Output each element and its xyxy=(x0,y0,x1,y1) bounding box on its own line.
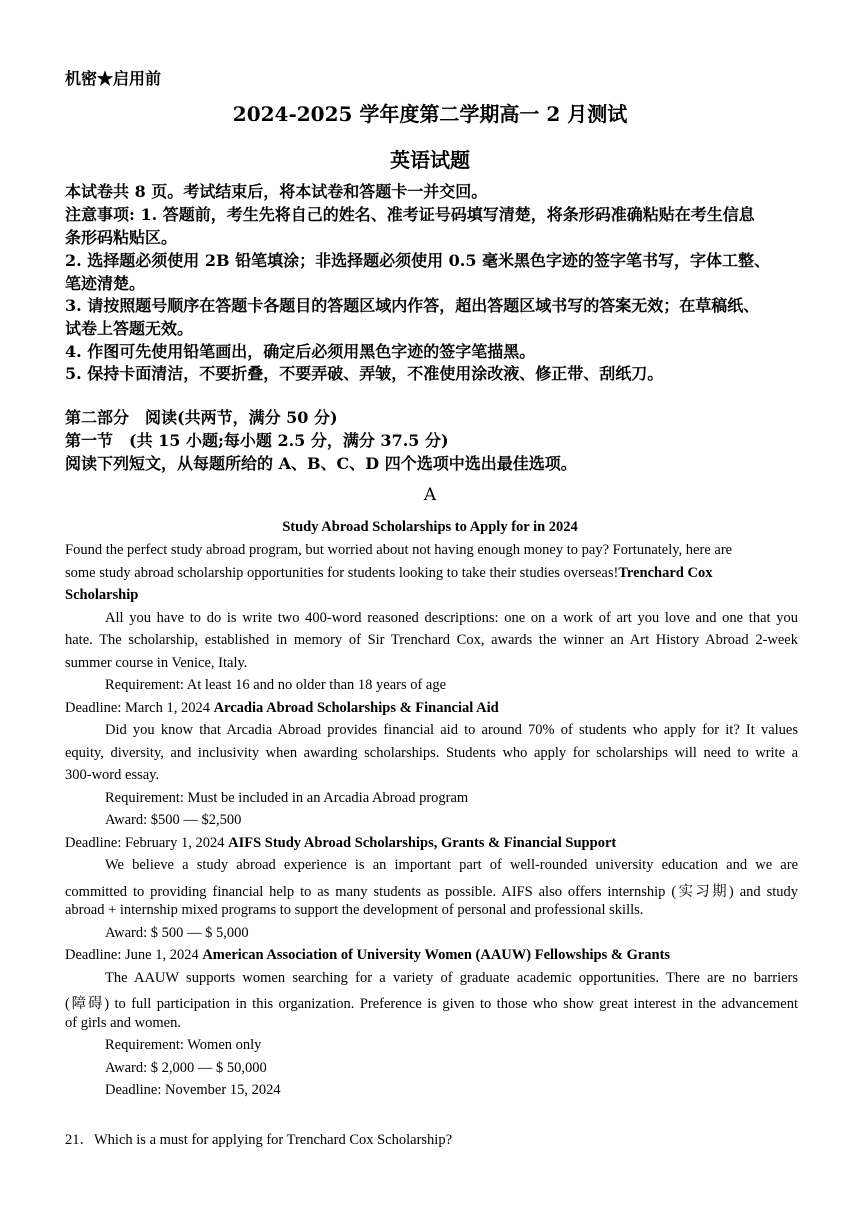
requirement-line: Requirement: Must be included in an Arcadia Abroad program xyxy=(105,790,469,806)
notice-intro: 本试卷共 8 页。考试结束后，将本试卷和答题卡一并交回。 xyxy=(65,182,488,201)
scholarship-title-cont: Scholarship xyxy=(65,587,139,603)
scholarship-title: Arcadia Abroad Scholarships & Financial Aid xyxy=(213,700,499,716)
passage-title: Study Abroad Scholarships to Apply for in 2024 xyxy=(282,519,578,535)
paragraph-line: Did you know that Arcadia Abroad provides financial aid to around 70% of students who apply for it? It values xyxy=(105,722,798,738)
deadline-line: Deadline: June 1, 2024 American Association of University Women (AAUW) Fellowships & Grants xyxy=(65,947,671,963)
award-line: Award: $500 — $2,500 xyxy=(105,812,242,828)
reading-instruction: 阅读下列短文，从每题所给的 A、B、C、D 四个选项中选出最佳选项。 xyxy=(65,454,577,473)
deadline-line: Deadline: November 15, 2024 xyxy=(105,1082,281,1098)
notice-item-5: 5. 保持卡面清洁，不要折叠，不要弄破、弄皱，不准使用涂改液、修正带、刮纸刀。 xyxy=(65,364,664,383)
paragraph-line: We believe a study abroad experience is an important part of well-rounded university education and we are xyxy=(105,857,798,873)
paragraph-line: The AAUW supports women searching for a variety of graduate academic opportunities. There are no barriers xyxy=(105,970,798,986)
notice-item-1-cont: 条形码粘贴区。 xyxy=(65,228,178,247)
paragraph-line: committed to providing financial help to as many students as possible. AIFS also offers internship (实习期) and study xyxy=(65,884,798,900)
scholarship-title: AIFS Study Abroad Scholarships, Grants & Financial Support xyxy=(228,835,617,851)
section-heading: 第二部分 阅读(共两节，满分 50 分) xyxy=(65,408,338,427)
paragraph-line: (障碍) to full participation in this organization. Preference is given to those who show great interest in the advancement xyxy=(65,996,798,1012)
scholarship-title: American Association of University Women (AAUW) Fellowships & Grants xyxy=(202,947,671,963)
exam-title: 2024-2025 学年度第二学期高一 2 月测试 xyxy=(232,102,628,126)
notice-item-2: 2. 选择题必须使用 2B 铅笔填涂；非选择题必须使用 0.5 毫米黑色字迹的签字笔书写，字体工整、 xyxy=(65,251,771,270)
award-line: Award: $ 500 — $ 5,000 xyxy=(105,925,249,941)
paragraph-line: 300-word essay. xyxy=(65,767,160,783)
passage-intro-line: Found the perfect study abroad program, but worried about not having enough money to pay? Fortunately, here are xyxy=(65,542,733,558)
award-line: Award: $ 2,000 — $ 50,000 xyxy=(105,1060,267,1076)
paragraph-line: hate. The scholarship, established in memory of Sir Trenchard Cox, awards the winner an Art History Abroad 2-week xyxy=(65,632,798,648)
notice-item-1: 注意事项: 1. 答题前，考生先将自己的姓名、准考证号码填写清楚，将条形码准确粘贴在考生信息 xyxy=(65,205,755,224)
subject-title: 英语试题 xyxy=(390,148,470,172)
paragraph-line: summer course in Venice, Italy. xyxy=(65,655,248,671)
deadline-line: Deadline: February 1, 2024 AIFS Study Abroad Scholarships, Grants & Financial Support xyxy=(65,835,617,851)
paragraph-line: equity, diversity, and inclusivity when awarding scholarships. Students who apply for scholarships will need to write a xyxy=(65,745,798,761)
notice-item-3-cont: 试卷上答题无效。 xyxy=(65,319,194,338)
scholarship-title: Trenchard Cox xyxy=(618,565,713,581)
passage-intro-line: some study abroad scholarship opportunities for students looking to take their studies overseas!Trenchard Cox xyxy=(65,565,713,581)
notice-item-4: 4. 作图可先使用铅笔画出，确定后必须用黑色字迹的签字笔描黑。 xyxy=(65,342,536,361)
question-21: 21．Which is a must for applying for Trenchard Cox Scholarship? xyxy=(65,1132,453,1148)
confidential-label: 机密★启用前 xyxy=(65,69,162,88)
paragraph-line: All you have to do is write two 400-word reasoned descriptions: one on a work of art you love and one that you xyxy=(105,610,798,626)
notice-item-2-cont: 笔迹清楚。 xyxy=(65,274,146,293)
paragraph-line: abroad + internship mixed programs to support the development of personal and professional skills. xyxy=(65,902,644,918)
passage-label: A xyxy=(423,485,437,505)
requirement-line: Requirement: At least 16 and no older than 18 years of age xyxy=(105,677,447,693)
paragraph-line: of girls and women. xyxy=(65,1015,181,1031)
subsection-heading: 第一节 (共 15 小题;每小题 2.5 分，满分 37.5 分) xyxy=(65,431,449,450)
notice-item-3: 3. 请按照题号顺序在答题卡各题目的答题区域内作答，超出答题区域书写的答案无效；在草稿纸、 xyxy=(65,296,760,315)
deadline-line: Deadline: March 1, 2024 Arcadia Abroad Scholarships & Financial Aid xyxy=(65,700,499,716)
requirement-line: Requirement: Women only xyxy=(105,1037,262,1053)
